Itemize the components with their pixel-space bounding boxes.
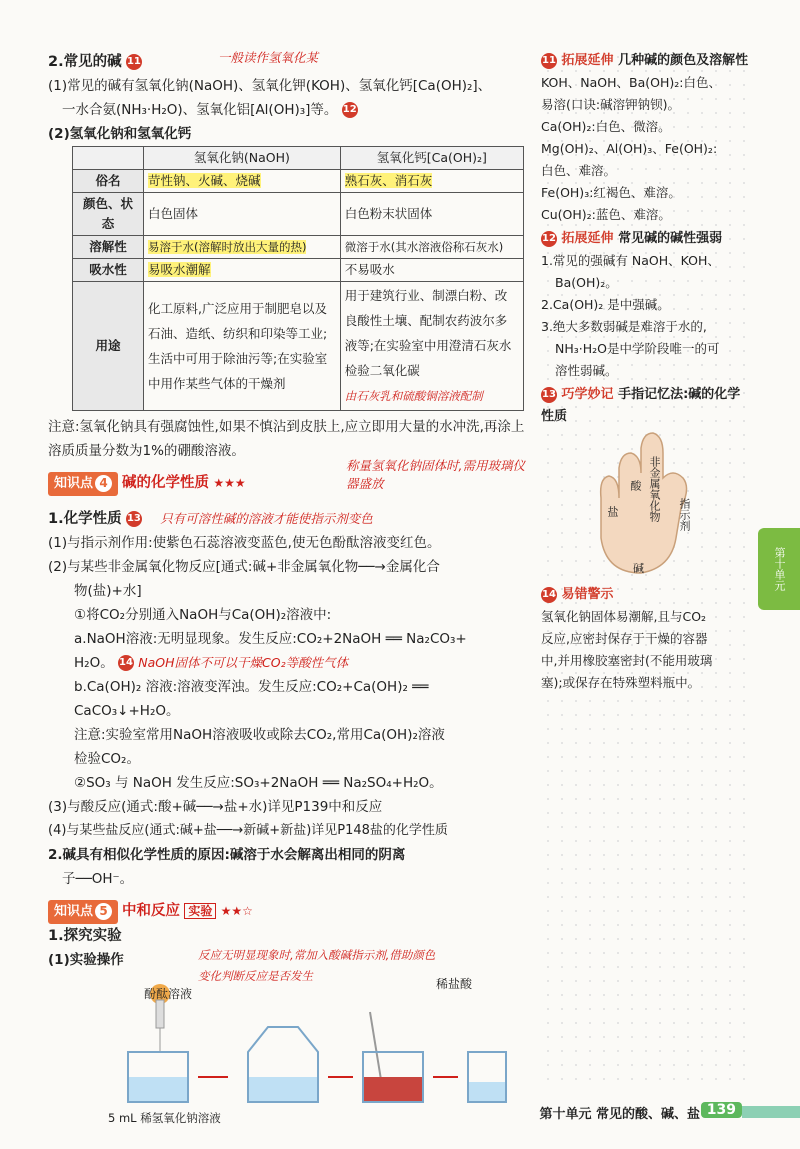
note-marker: 12 [342,102,358,118]
note-line: 塞);或保存在特殊塑料瓶中。 [541,675,701,690]
page-number: 139 [701,1102,742,1118]
note-line: 溶性弱碱。 [555,363,618,378]
note-line: NH₃·H₂O是中学阶段唯一的可 [555,341,720,356]
paragraph: a.NaOH溶液:无明显现象。发生反应:CO₂+2NaOH ══ Na₂CO₃+ [74,631,467,647]
handwritten-note: 只有可溶性碱的溶液才能使指示剂变色 [160,511,373,526]
finger-label: 盐 [606,506,619,517]
row-header: 俗名 [73,170,144,193]
paragraph: 物(盐)+水] [74,583,142,599]
paragraph: 子──OH⁻。 [62,871,134,887]
table-header: 氢氧化钙[Ca(OH)₂] [340,147,523,170]
handwritten-note: 一般读作氢氧化某 [218,50,319,65]
page-footer [0,1100,800,1126]
note-line: Ca(OH)₂:白色、微溶。 [541,119,671,134]
side-notes [541,50,749,1090]
difficulty-stars: ★★★ [213,476,246,490]
note-title: 几种碱的颜色及溶解性 [618,53,749,68]
table-cell: 易溶于水(溶解时放出大量的热) [148,240,307,254]
note-marker: 14 [118,655,134,671]
table-cell: 化工原料,广泛应用于制肥皂以及石油、造纸、纺织和印染等工业;生活中可用于除油污等;在实验室中用作某些气体的干燥剂 [144,282,341,411]
difficulty-stars: ★★☆ [220,904,253,918]
table-cell: 用于建筑行业、制漂白粉、改良酸性土壤、配制农药波尔多液等;在实验室中用澄清石灰水检验二氧化碳 [344,288,512,378]
note-line: KOH、NaOH、Ba(OH)₂:白色、 [541,75,721,90]
note-marker: 13 [126,511,142,527]
note-line: 中,并用橡胶塞密封(不能用玻璃 [541,653,713,668]
paragraph: 一水合氨(NH₃·H₂O)、氢氧化铝[Al(OH)₃]等。 [62,102,338,118]
paragraph: H₂O。 [74,655,114,671]
note-line: Mg(OH)₂、Al(OH)₃、Fe(OH)₂: [541,141,718,156]
finger-label: 非金属氧化物 [648,456,661,522]
table-cell: 白色粉末状固体 [340,193,523,236]
paragraph: 2.碱具有相似化学性质的原因:碱溶于水会解离出相同的阴离 [48,847,406,863]
naoh-label: 5 mL 稀氢氧化钠溶液 [108,1111,221,1125]
section-title: 2.常见的碱 [48,54,122,70]
note-line: 白色、难溶。 [541,163,617,178]
table-cell: 熟石灰、消石灰 [344,173,433,188]
note-line: Cu(OH)₂:蓝色、难溶。 [541,207,671,222]
note-marker: 12 [541,231,557,247]
handwritten-note: 由石灰乳和硫酸铜溶液配制 [344,389,483,403]
knowledge-point-title: 中和反应 [122,903,181,919]
hand-mnemonic [541,428,749,578]
unit-tab[interactable]: 第十单元 [758,528,800,610]
paragraph: (2)与某些非金属氧化物反应[通式:碱+非金属氧化物──→金属化合 [48,559,440,575]
note-title: 常见碱的碱性强弱 [618,231,723,246]
table-cell: 易吸水潮解 [148,262,211,277]
note-title: 手指记忆法:碱的化学性质 [541,387,741,424]
paragraph: 检验CO₂。 [74,751,140,767]
note-label: 拓展延伸 [561,231,614,246]
table-row [73,236,524,259]
paragraph: ①将CO₂分别通入NaOH与Ca(OH)₂溶液中: [74,607,332,623]
table-cell: 白色固体 [144,193,341,236]
knowledge-point-badge: 知识点 4 [48,472,118,496]
handwritten-note: 称量氢氧化钠固体时,需用玻璃仪器盛放 [346,458,525,491]
note-label: 易错警示 [561,587,614,602]
table-corner [73,147,144,170]
subsection-title: (2)氢氧化钠和氢氧化钙 [48,126,192,142]
footer-title: 第十单元 常见的酸、碱、盐 [539,1107,700,1122]
row-header: 用途 [73,282,144,411]
table-header-row [73,147,524,170]
note-line: 氢氧化钠固体易潮解,且与CO₂ [541,609,707,624]
table-row [73,193,524,236]
note-label: 拓展延伸 [561,53,614,68]
note-line: 反应,应密封保存于干燥的容器 [541,631,708,646]
caution-note: 注意:氢氧化钠具有强腐蚀性,如果不慎沾到皮肤上,应立即用大量的水冲洗,再涂上溶质质量分数为1%的硼酸溶液。 [48,419,525,459]
note-line: 1.常见的强碱有 NaOH、KOH、 [541,253,720,268]
handwritten-note: 反应无明显现象时,常加入酸碱指示剂,借助颜色 [198,948,436,962]
section-title: 1.化学性质 [48,511,122,527]
note-line: 3.绝大多数弱碱是难溶于水的, [541,319,707,334]
paragraph: b.Ca(OH)₂ 溶液:溶液变浑浊。发生反应:CO₂+Ca(OH)₂ ══ [74,679,429,695]
finger-label: 酸 [629,480,642,491]
note-line: 易溶(口诀:碱溶钾钠钡)。 [541,97,680,112]
table-row [73,282,524,411]
paragraph: (1)常见的碱有氢氧化钠(NaOH)、氢氧化钾(KOH)、氢氧化钙[Ca(OH)₂]、 [48,78,492,94]
paragraph: (1)与指示剂作用:使紫色石蕊溶液变蓝色,使无色酚酞溶液变红色。 [48,535,441,551]
row-header: 颜色、状态 [73,193,144,236]
comparison-table [72,146,524,411]
paragraph: (4)与某些盐反应(通式:碱+盐──→新碱+新盐)详见P148盐的化学性质 [48,823,448,838]
knowledge-point-title: 碱的化学性质 [122,475,210,491]
paragraph: (3)与酸反应(通式:酸+碱──→盐+水)详见P139中和反应 [48,799,383,815]
note-label: 巧学妙记 [561,387,614,402]
note-line: Ba(OH)₂。 [555,275,618,290]
table-header: 氢氧化钠(NaOH) [144,147,341,170]
section-title: 1.探究实验 [48,928,122,944]
note-marker: 11 [126,54,142,70]
table-row [73,170,524,193]
note-marker: 14 [541,587,557,603]
paragraph: ②SO₃ 与 NaOH 发生反应:SO₃+2NaOH ══ Na₂SO₄+H₂O。 [74,775,443,791]
main-column [48,50,533,1125]
finger-label: 碱 [633,562,644,575]
table-cell: 苛性钠、火碱、烧碱 [148,173,261,188]
note-marker: 13 [541,387,557,403]
paragraph: 注意:实验室常用NaOH溶液吸收或除去CO₂,常用Ca(OH)₂溶液 [74,727,445,743]
hcl-label: 稀盐酸 [436,977,473,991]
note-marker: 11 [541,53,557,69]
handwritten-note: NaOH固体不可以干燥CO₂等酸性气体 [138,655,349,670]
finger-label: 指示剂 [678,498,691,531]
note-line: Fe(OH)₃:红褐色、难溶。 [541,185,681,200]
footer-bar [742,1106,800,1118]
note-line: 2.Ca(OH)₂ 是中强碱。 [541,297,670,312]
table-cell: 不易吸水 [340,259,523,282]
row-header: 溶解性 [73,236,144,259]
phenolphthalein-label: 酚酞溶液 [144,987,193,1001]
table-row [73,259,524,282]
table-cell: 微溶于水(其水溶液俗称石灰水) [344,240,504,254]
experiment-tag: 实验 [184,903,216,919]
knowledge-point-badge: 知识点 5 [48,900,118,924]
paragraph: CaCO₃↓+H₂O。 [74,703,180,719]
row-header: 吸水性 [73,259,144,282]
subsection-title: (1)实验操作 [48,952,124,968]
handwritten-note: 变化判断反应是否发生 [198,969,313,983]
